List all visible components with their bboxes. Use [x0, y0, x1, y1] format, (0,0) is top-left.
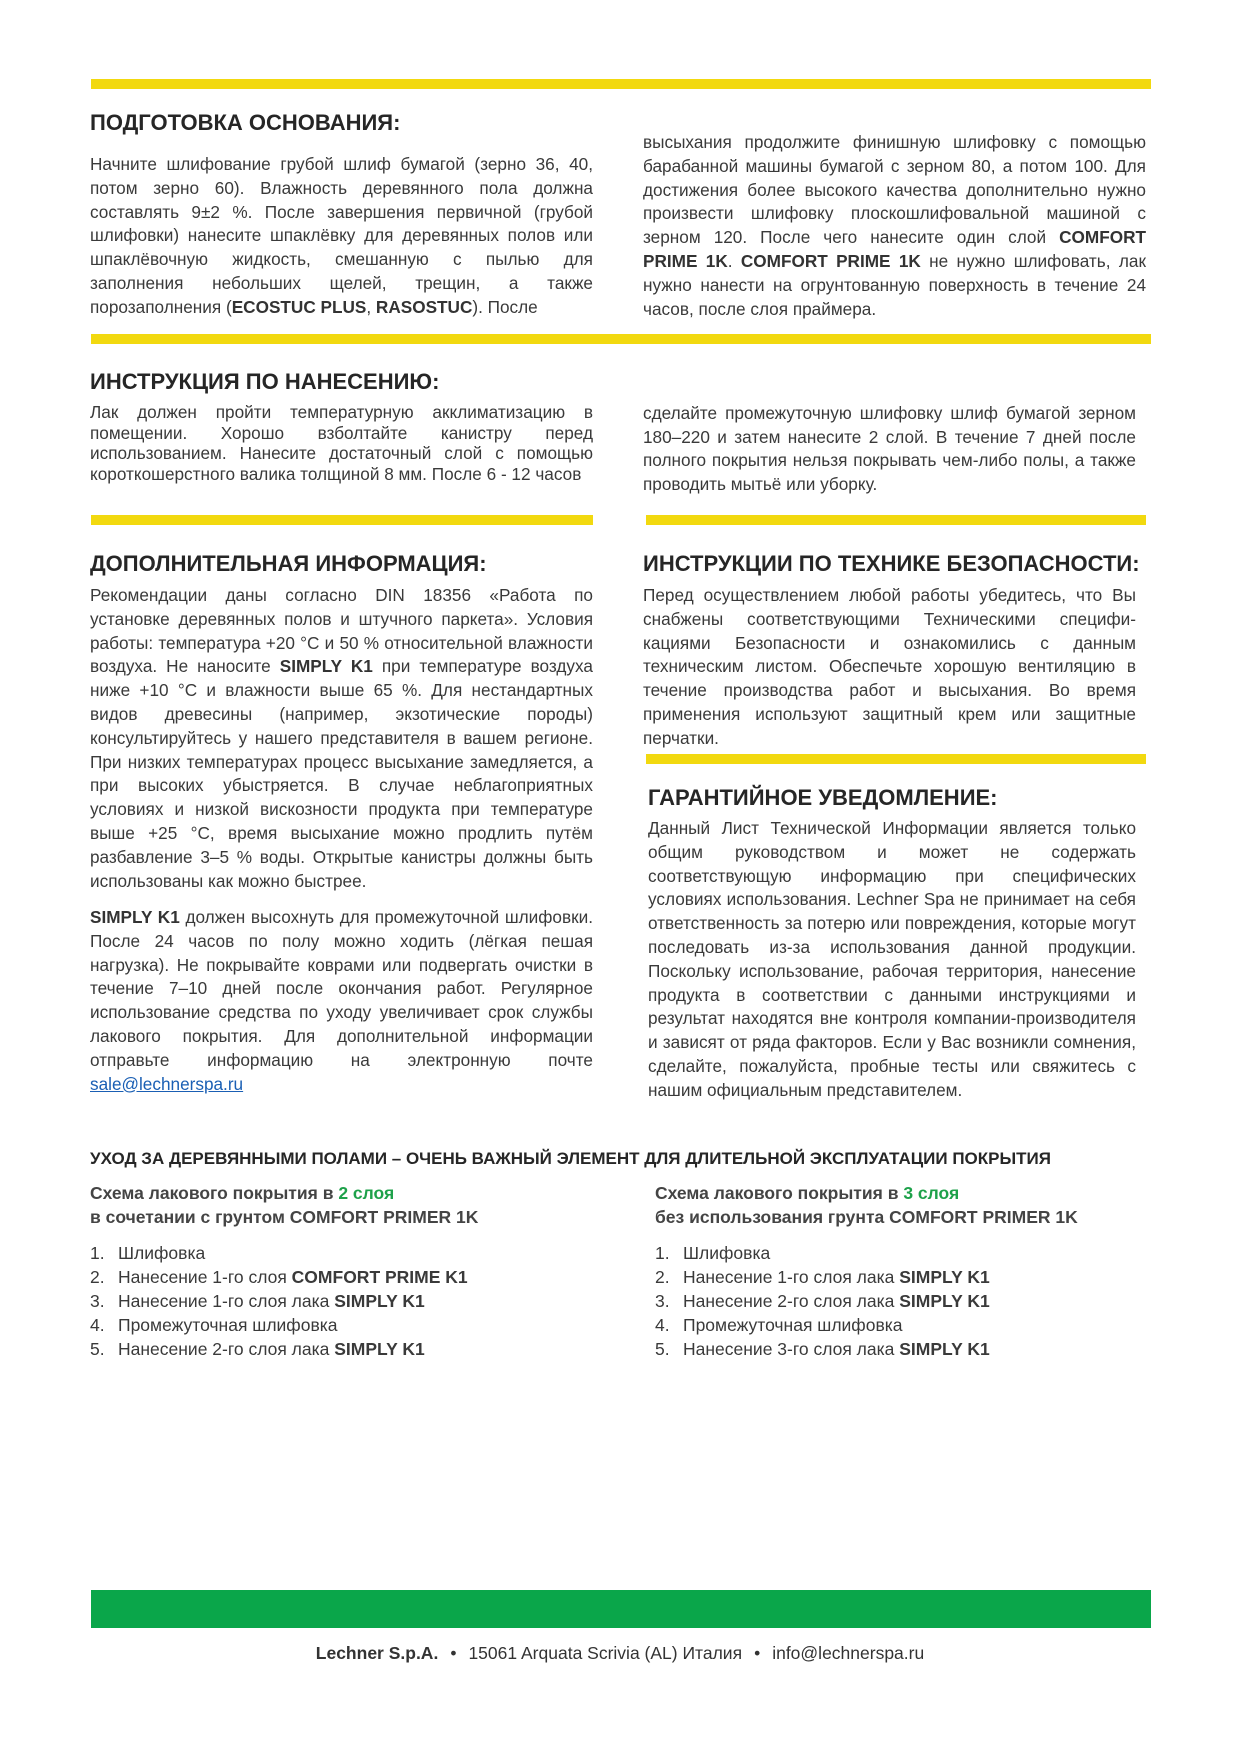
- scheme-step: 1. Шлифовка: [655, 1243, 771, 1263]
- footer-address: 15061 Arquata Scrivia (AL) Италия: [468, 1643, 743, 1663]
- prep-text-left: Начните шлифование грубой шлиф бумагой (зерно 36, 40, потом зерно 60). Влажность деревянного пола должна составлять 9±2 %. После завершения первичной (грубой шлифовки) нанесите шпаклёвку для деревянных полов или шпаклёвочную жидкость, смешанную с пылью для заполнения небольших щелей, трещин, а также порозаполнения (ECOSTUC PLUS, RASOSTUC). После: [90, 154, 593, 317]
- top-divider-bar: [91, 79, 1151, 89]
- scheme-right-layers: 3 слоя: [903, 1183, 960, 1203]
- safety-text: Перед осуществлением любой работы убедитесь, что Вы снабжены соответствующими Техническими спецификациями Безопасности и ознакомились с данным техническим листом. Обеспечьте хорошую вентиляцию в течение производства работ и высыхания. Во время применения используют защитный крем или защитные перчатки.: [643, 585, 1136, 748]
- instructions-text-right: сделайте промежуточную шлифовку шлиф бумагой зерном 180–220 и затем нанесите 2 слой. В течение 7 дней после полного покрытия нельзя покрывать чем-либо полы, а также проводить мытьё или уборку.: [643, 403, 1136, 494]
- scheme-left-steps: [90, 1241, 468, 1361]
- scheme-step: 3. Нанесение 2-го слоя лака SIMPLY K1: [655, 1291, 990, 1311]
- prep-bottom-divider-bar: [91, 334, 1151, 344]
- additional-info-paragraph-2: SIMPLY K1 должен высохнуть для промежуточной шлифовки. После 24 часов по полу можно ходить (лёгкая пешая нагрузка). Не покрывайте коврами или подвергать очистки в течение 7–10 дней после окончания работ. Регулярное использование средства по уходу увеличивает срок службы лакового покрытия. Для дополнительной информации отправьте информацию на электронную почте sale@lechnerspa.ru: [90, 907, 593, 1094]
- warranty-title: ГАРАНТИЙНОЕ УВЕДОМЛЕНИЕ:: [648, 785, 998, 810]
- care-title: УХОД ЗА ДЕРЕВЯННЫМИ ПОЛАМИ – ОЧЕНЬ ВАЖНЫЙ ЭЛЕМЕНТ ДЛЯ ДЛИТЕЛЬНОЙ ЭКСПЛУАТАЦИИ ПОКРЫТИЯ: [90, 1149, 1051, 1168]
- prep-title: ПОДГОТОВКА ОСНОВАНИЯ:: [90, 110, 401, 135]
- instructions-title: ИНСТРУКЦИЯ ПО НАНЕСЕНИЮ:: [90, 369, 440, 394]
- additional-info-title: ДОПОЛНИТЕЛЬНАЯ ИНФОРМАЦИЯ:: [90, 551, 487, 576]
- footer-bullet: •: [754, 1643, 761, 1663]
- additional-info-paragraph-1: Рекомендации даны согласно DIN 18356 «Работа по установке деревянных полов и штучного паркета». Условия работы: температура +20 °C и 50 % относительной влажности воздуха. Не наносите SIMPLY K1 при температуре воздуха ниже +10 °C и влажности выше 65 %. Для нестандартных видов древесины (например, экзотические породы) консультируйтесь у нашего представителя в вашем регионе. При низких температурах процесс высыхание замедляется, а при высоких убыстряется. В случае неблагоприятных условиях и низкой вискозности продукта при температуре выше +25 °C, время высыхание можно продлить путём разбавление 3–5 % воды. Открытые канистры должны быть использованы как можно быстрее.: [90, 585, 593, 891]
- scheme-right-heading: Схема лакового покрытия в 3 слоя без использования грунта COMFORT PRIMER 1K: [655, 1183, 1078, 1227]
- scheme-step: 1. Шлифовка: [90, 1243, 206, 1263]
- scheme-step: 2. Нанесение 1-го слоя лака SIMPLY K1: [655, 1267, 990, 1287]
- safety-bottom-divider-bar: [646, 754, 1146, 764]
- footer-company: Lechner S.p.A.: [315, 1643, 439, 1663]
- instr-left-divider-bar: [91, 515, 593, 525]
- scheme-right-steps: [655, 1241, 990, 1361]
- scheme-step: 2. Нанесение 1-го слоя COMFORT PRIME K1: [90, 1267, 468, 1287]
- scheme-step: 3. Нанесение 1-го слоя лака SIMPLY K1: [90, 1291, 425, 1311]
- prep-text-right: высыхания продолжите финишную шлифовку с помощью барабанной машины бумагой с зерном 80, а потом 100. Для достижения более высокого качества дополнительно нужно произвести шлифовку плоскошлифовальной машиной с зерном 120. После чего нанесите один слой COMFORT PRIME 1K. COMFORT PRIME 1K не нужно шлифовать, лак нужно нанести на огрунтованную поверхность в течение 24 часов, после слоя праймера.: [643, 132, 1146, 319]
- scheme-step: 4. Промежуточная шлифовка: [90, 1315, 338, 1335]
- sales-email-link[interactable]: sale@lechnerspa.ru: [90, 1073, 244, 1094]
- scheme-left-heading: Схема лакового покрытия в 2 слоя в сочетании с грунтом COMFORT PRIMER 1K: [90, 1183, 479, 1227]
- footer-contact: [0, 1643, 1240, 1664]
- safety-title: ИНСТРУКЦИИ ПО ТЕХНИКЕ БЕЗОПАСНОСТИ:: [643, 551, 1140, 576]
- scheme-step: 4. Промежуточная шлифовка: [655, 1315, 903, 1335]
- instructions-text-left: Лак должен пройти температурную акклиматизацию в помещении. Хорошо взболтайте канистру перед использованием. Нанесите достаточный слой с помощью короткошерстного валика толщиной 8 мм. После 6 - 12 часов: [90, 402, 593, 484]
- footer-bullet: •: [450, 1643, 457, 1663]
- warranty-text: Данный Лист Технической Информации является только общим руководством и может не содержать соответствующую информацию при специфических условиях использования. Lechner Spa не принимает на себя ответственность за потерю или повреждения, которые могут последовать из-за использования данной продукции. Поскольку использование, рабочая территория, нанесение продукта в соответствии с данными инструкциями и результат находятся вне контроля компании-производителя и зависят от ряда факторов. Если у Вас возникли сомнения, сделайте, пожалуйста, пробные тесты или свяжитесь с нашим официальным представителем.: [648, 818, 1136, 1100]
- footer-email[interactable]: info@lechnerspa.ru: [772, 1643, 925, 1663]
- scheme-step: 5. Нанесение 3-го слоя лака SIMPLY K1: [655, 1339, 990, 1359]
- instr-right-divider-bar: [646, 515, 1146, 525]
- scheme-step: 5. Нанесение 2-го слоя лака SIMPLY K1: [90, 1339, 425, 1359]
- scheme-left-layers: 2 слоя: [338, 1183, 395, 1203]
- footer-green-bar: [91, 1590, 1151, 1628]
